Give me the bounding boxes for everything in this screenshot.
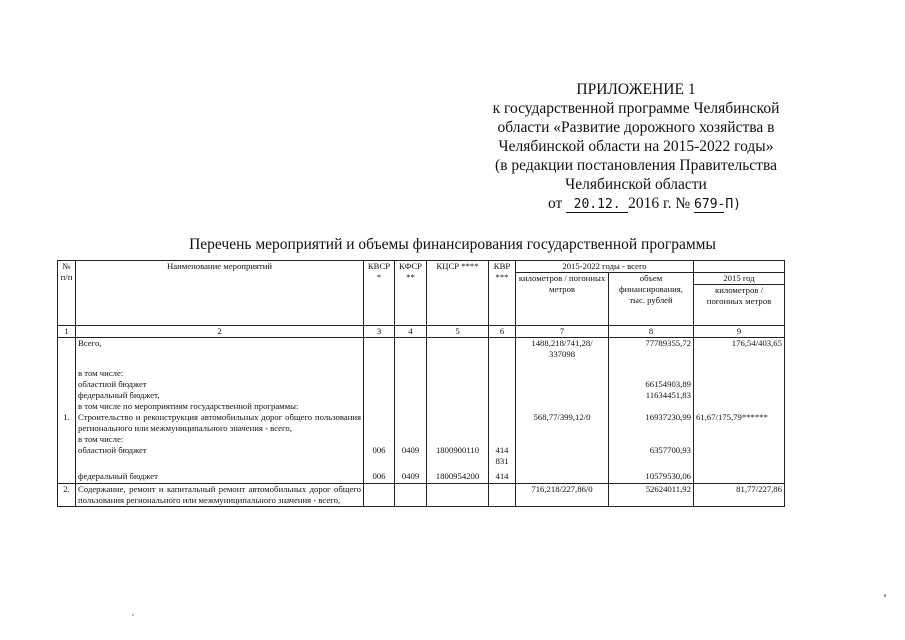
header-fin: объем финансирования, тыс. рублей [609,273,694,326]
row-km-2015: 61,67/175,79****** [694,412,785,434]
col-number: 8 [609,326,694,338]
row-kvr: 414 [489,471,516,484]
col-number: 7 [516,326,609,338]
row-km-2015: 81,77/227,86 [694,484,785,507]
row-kvr [489,338,516,369]
row-km: 1488,218/741,28/ 337098 [516,338,609,369]
row-fin [609,434,694,445]
row-num [58,401,76,412]
header-empty [694,261,785,273]
header-kvr: КВР *** [489,261,516,326]
row-kcsr [427,390,489,401]
row-kfsr: 0409 [395,445,427,471]
row-name: Содержание, ремонт и капитальный ремонт автомобильных дорог общего пользования регионального или межмуниципального значения - всего, [76,484,364,507]
header-period: 2015-2022 годы - всего [516,261,694,273]
row-kfsr [395,338,427,369]
row-name: областной бюджет [76,445,364,471]
table-row [58,484,785,507]
row-km-2015 [694,390,785,401]
row-km-2015 [694,471,785,484]
header-kcsr: КЦСР **** [427,261,489,326]
table-row [58,401,785,412]
row-name: федеральный бюджет [76,471,364,484]
row-name: в том числе по мероприятиям государственной программы: [76,401,364,412]
row-kcsr [427,368,489,379]
header-line-2: области «Развитие дорожного хозяйства в [497,119,775,136]
table-row [58,445,785,471]
row-fin [609,368,694,379]
row-kvr [489,484,516,507]
header-num: № п/п [58,261,76,326]
row-kcsr [427,412,489,434]
row-kfsr: 0409 [395,471,427,484]
document-title: Перечень мероприятий и объемы финансирования государственной программы [189,236,716,253]
row-kvsr [364,401,395,412]
header-kfsr: КФСР ** [395,261,427,326]
appendix-label: ПРИЛОЖЕНИЕ 1 [576,81,696,98]
table-header-row [58,261,785,273]
header-name: Наименование мероприятий [76,261,364,326]
row-km-2015: 176,54/403,65 [694,338,785,369]
row-name: в том числе: [76,368,364,379]
measures-table [57,260,785,507]
appendix-header [486,80,786,213]
header-line-3: Челябинской области на 2015-2022 годы» [498,138,774,155]
row-num [58,379,76,390]
row-kvr [489,434,516,445]
row-km [516,471,609,484]
col-number: 3 [364,326,395,338]
date-year: 2016 г. № [628,195,691,212]
row-fin: 52624011,92 [609,484,694,507]
table-row [58,379,785,390]
row-kcsr [427,379,489,390]
row-kvsr [364,390,395,401]
header-2015: 2015 год [694,273,785,285]
row-kcsr [427,338,489,369]
row-kfsr [395,368,427,379]
row-fin [609,401,694,412]
row-kcsr [427,401,489,412]
row-fin: 10579530,06 [609,471,694,484]
col-number: 1 [58,326,76,338]
row-km-2015 [694,379,785,390]
header-km-2015: километров / погонных метров [694,285,785,326]
row-kvr [489,390,516,401]
row-km [516,434,609,445]
row-km: 568,77/399,12/0 [516,412,609,434]
row-num: 2. [58,484,76,507]
row-kvsr: 006 [364,445,395,471]
row-num [58,471,76,484]
header-km: километров / погонных метров [516,273,609,326]
decree-date-line [486,194,786,213]
row-kfsr [395,434,427,445]
header-line-4: (в редакции постановления Правительства [495,157,777,174]
row-name: федеральный бюджет, [76,390,364,401]
row-fin: 77789355,72 [609,338,694,369]
row-kfsr [395,401,427,412]
row-kcsr: 1800900110 [427,445,489,471]
table-row [58,471,785,484]
row-km [516,445,609,471]
row-kvsr: 006 [364,471,395,484]
table-row [58,368,785,379]
col-number: 5 [427,326,489,338]
row-km: 716,218/227,86/0 [516,484,609,507]
row-name: в том числе: [76,434,364,445]
row-kfsr [395,379,427,390]
row-kvr [489,401,516,412]
row-kcsr [427,434,489,445]
row-num: 1. [58,412,76,434]
header-line-1: к государственной программе Челябинской [492,100,780,117]
row-kvsr [364,338,395,369]
table-row [58,434,785,445]
row-name: Всего, [76,338,364,369]
row-kfsr [395,484,427,507]
row-num [58,445,76,471]
col-number: 6 [489,326,516,338]
date-prefix: от [547,195,563,212]
table-row [58,338,785,369]
row-name: областной бюджет [76,379,364,390]
row-km [516,379,609,390]
row-num [58,434,76,445]
row-fin: 16937230,99 [609,412,694,434]
row-kvsr [364,379,395,390]
row-km-2015 [694,434,785,445]
col-number: 4 [395,326,427,338]
header-kvsr: КВСР * [364,261,395,326]
row-kvsr [364,434,395,445]
header-line-5: Челябинской области [565,176,707,193]
row-num [58,390,76,401]
col-number: 9 [694,326,785,338]
decree-number: 679-П) [694,197,742,212]
row-kvr [489,379,516,390]
row-kvsr [364,484,395,507]
row-fin: 66154903,89 [609,379,694,390]
row-kvr [489,412,516,434]
column-numbers-row [58,326,785,338]
row-kcsr: 1800954200 [427,471,489,484]
row-kvr: 414 831 [489,445,516,471]
scan-mark [132,614,134,616]
row-km-2015 [694,368,785,379]
row-num [58,338,76,369]
row-kcsr [427,484,489,507]
row-num [58,368,76,379]
row-km [516,390,609,401]
row-kfsr [395,412,427,434]
row-kvsr [364,368,395,379]
col-number: 2 [76,326,364,338]
row-kfsr [395,390,427,401]
row-km-2015 [694,445,785,471]
table-row [58,390,785,401]
table-row [58,412,785,434]
row-kvr [489,368,516,379]
row-km-2015 [694,401,785,412]
row-km [516,368,609,379]
decree-date: 20.12. [566,198,628,213]
row-kvsr [364,412,395,434]
row-km [516,401,609,412]
row-name: Строительство и реконструкция автомобильных дорог общего пользования регионального или межмуниципального значения - всего, [76,412,364,434]
row-fin: 11634451,83 [609,390,694,401]
scan-mark [884,594,886,597]
row-fin: 6357700,93 [609,445,694,471]
